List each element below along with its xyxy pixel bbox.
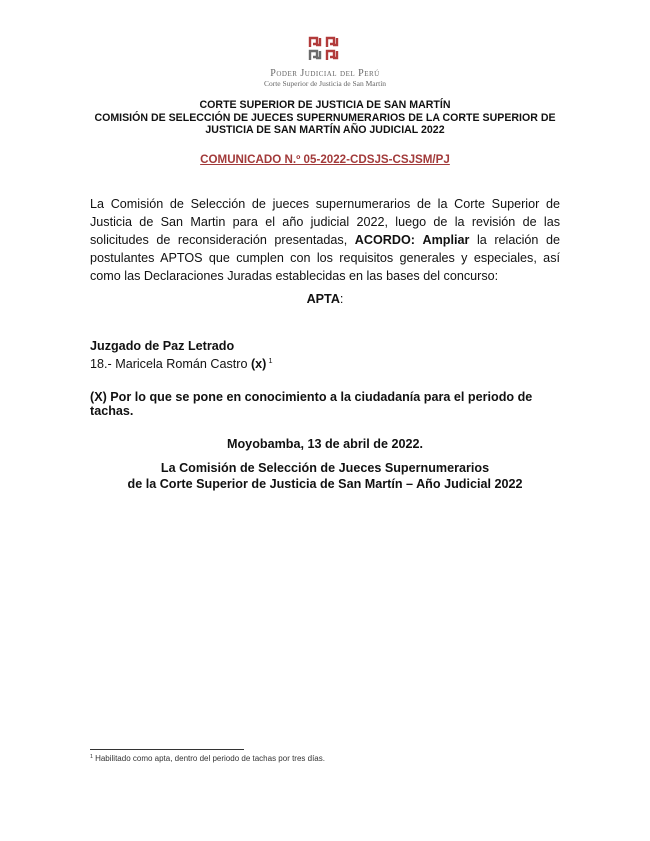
footnote-reference: 1 — [268, 356, 273, 365]
footnote-divider — [90, 749, 244, 750]
signature-block — [0, 460, 650, 492]
apta-label: APTA — [306, 292, 340, 306]
comunicado-title: COMUNICADO N.º 05-2022-CDSJS-CSJSM/PJ — [200, 153, 450, 166]
logo-title: Poder Judicial del Perú — [270, 68, 380, 79]
logo — [0, 36, 650, 88]
candidate-entry — [90, 356, 273, 371]
header-line-2: COMISIÓN DE SELECCIÓN DE JUECES SUPERNUMERARIOS DE LA CORTE SUPERIOR DE — [94, 111, 556, 124]
footnote — [90, 754, 325, 763]
place-date: Moyobamba, 13 de abril de 2022. — [227, 437, 423, 451]
candidate-mark: (x) — [250, 357, 267, 371]
signature-line-2: de la Corte Superior de Justicia de San Martín – Año Judicial 2022 — [127, 477, 523, 491]
footnote-text: Habilitado como apta, dentro del periodo de tachas por tres días. — [95, 754, 325, 763]
body-bold-acordo: ACORDO: — [354, 233, 415, 247]
body-bold-ampliar: Ampliar — [422, 233, 470, 247]
apta-colon: : — [339, 292, 344, 306]
logo-subtitle: Corte Superior de Justicia de San Martín — [263, 79, 387, 88]
body-space — [415, 233, 423, 247]
header-line-1: CORTE SUPERIOR DE JUSTICIA DE SAN MARTÍN — [199, 99, 451, 111]
body-text-1: La Comisión de Selección de jueces supernumerarios de la Corte Superior de Justicia de San Martin para el año judicial 2022, luego de la revisión de las solicitudes de reconsideración presentadas, — [90, 197, 560, 247]
body-paragraph — [90, 195, 560, 285]
body-text-2: la relación de postulantes APTOS que cumplen con los requisitos generales y especiales, así como las Declaraciones Juradas establecidas en las bases del concurso: — [90, 233, 560, 283]
footnote-number: 1 — [90, 754, 94, 760]
signature-line-1: La Comisión de Selección de Jueces Supernumerarios — [160, 461, 490, 475]
document-header — [90, 99, 560, 137]
notice-text: (X) Por lo que se pone en conocimiento a la ciudadanía para el periodo de tachas. — [90, 390, 533, 418]
header-line-3: JUSTICIA DE SAN MARTÍN AÑO JUDICIAL 2022 — [205, 124, 445, 136]
juzgado-heading: Juzgado de Paz Letrado — [90, 339, 235, 353]
apta-heading — [0, 292, 650, 306]
candidate-name: 18.- Maricela Román Castro — [90, 357, 251, 371]
poder-judicial-emblem-icon — [308, 36, 342, 62]
